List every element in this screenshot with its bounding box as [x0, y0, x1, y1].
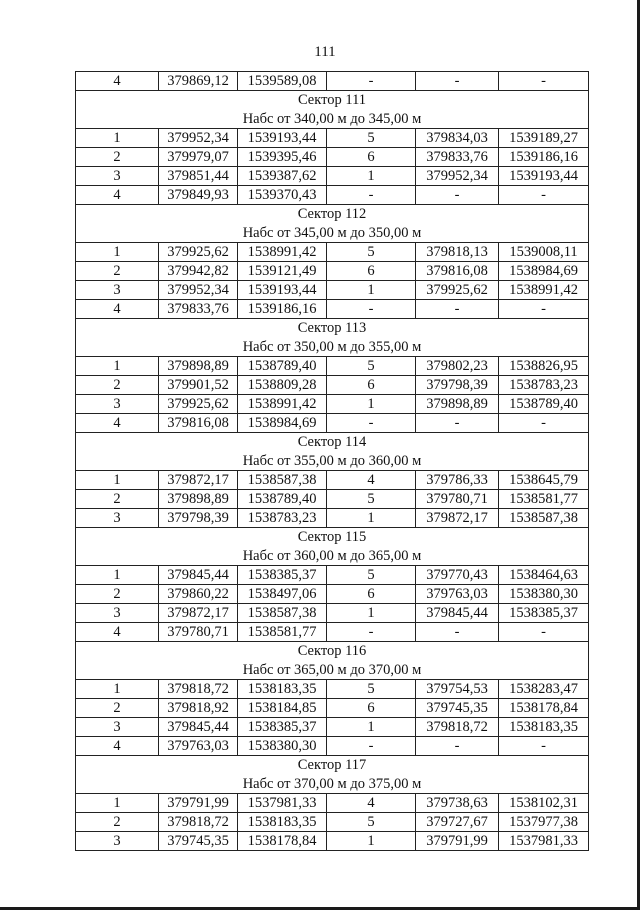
- sector-title: Сектор 116: [76, 642, 589, 662]
- table-cell: 5: [327, 243, 416, 262]
- table-cell: 1539589,08: [238, 72, 327, 91]
- table-cell: 1538581,77: [238, 623, 327, 642]
- table-cell: 1537981,33: [499, 832, 589, 851]
- table-cell: 1: [76, 357, 159, 376]
- sector-range-row: [76, 775, 589, 794]
- sector-range-row: [76, 110, 589, 129]
- table-cell: -: [499, 300, 589, 319]
- table-cell: 4: [76, 186, 159, 205]
- table-cell: 379816,08: [416, 262, 499, 281]
- sector-range-row: [76, 338, 589, 357]
- table-cell: 379860,22: [159, 585, 238, 604]
- table-row: [76, 414, 589, 433]
- table-cell: 379942,82: [159, 262, 238, 281]
- table-cell: 379833,76: [159, 300, 238, 319]
- table-cell: 379898,89: [159, 490, 238, 509]
- table-cell: -: [327, 737, 416, 756]
- table-row: [76, 490, 589, 509]
- table-cell: 379925,62: [159, 395, 238, 414]
- table-cell: 1539186,16: [238, 300, 327, 319]
- table-cell: 379798,39: [416, 376, 499, 395]
- table-cell: 1: [327, 281, 416, 300]
- table-cell: 379872,17: [416, 509, 499, 528]
- table-cell: 379851,44: [159, 167, 238, 186]
- table-row: [76, 604, 589, 623]
- table-row: [76, 794, 589, 813]
- table-cell: 3: [76, 604, 159, 623]
- table-cell: 379818,72: [159, 680, 238, 699]
- table-cell: 1538984,69: [238, 414, 327, 433]
- table-row: [76, 148, 589, 167]
- table-cell: 1538183,35: [499, 718, 589, 737]
- table-cell: 379770,43: [416, 566, 499, 585]
- table-row: [76, 167, 589, 186]
- table-cell: 4: [76, 300, 159, 319]
- table-cell: 5: [327, 680, 416, 699]
- table-cell: 1539186,16: [499, 148, 589, 167]
- table-cell: 1538102,31: [499, 794, 589, 813]
- table-row: [76, 585, 589, 604]
- table-cell: 379845,44: [159, 566, 238, 585]
- table-row: [76, 129, 589, 148]
- table-row: [76, 186, 589, 205]
- sector-range-row: [76, 224, 589, 243]
- table-cell: 379833,76: [416, 148, 499, 167]
- table-cell: 1: [327, 832, 416, 851]
- table-row: [76, 471, 589, 490]
- coordinates-table-body: [76, 72, 589, 851]
- table-cell: 1539387,62: [238, 167, 327, 186]
- table-cell: 1538581,77: [499, 490, 589, 509]
- table-cell: 1539008,11: [499, 243, 589, 262]
- sector-title: Сектор 117: [76, 756, 589, 776]
- table-cell: 1538809,28: [238, 376, 327, 395]
- table-cell: 379727,67: [416, 813, 499, 832]
- table-cell: 1538183,35: [238, 813, 327, 832]
- table-cell: -: [327, 186, 416, 205]
- table-cell: 1538283,47: [499, 680, 589, 699]
- table-cell: 379818,72: [416, 718, 499, 737]
- table-cell: 379952,34: [159, 281, 238, 300]
- table-cell: 6: [327, 585, 416, 604]
- table-cell: 3: [76, 718, 159, 737]
- table-row: [76, 566, 589, 585]
- table-cell: 1538991,42: [238, 243, 327, 262]
- table-cell: 1539121,49: [238, 262, 327, 281]
- table-cell: 379898,89: [159, 357, 238, 376]
- table-cell: 5: [327, 813, 416, 832]
- sector-title: Сектор 111: [76, 91, 589, 111]
- table-cell: 1538385,37: [238, 718, 327, 737]
- table-row: [76, 395, 589, 414]
- table-row: [76, 509, 589, 528]
- table-cell: 4: [76, 737, 159, 756]
- table-row: [76, 357, 589, 376]
- table-cell: 3: [76, 395, 159, 414]
- table-cell: 379738,63: [416, 794, 499, 813]
- table-cell: 379845,44: [416, 604, 499, 623]
- table-cell: 1539193,44: [238, 129, 327, 148]
- table-cell: -: [327, 300, 416, 319]
- table-cell: 3: [76, 832, 159, 851]
- table-row: [76, 680, 589, 699]
- table-row: [76, 281, 589, 300]
- table-cell: 1537977,38: [499, 813, 589, 832]
- table-cell: 1539189,27: [499, 129, 589, 148]
- sector-title: Сектор 114: [76, 433, 589, 453]
- table-cell: -: [416, 623, 499, 642]
- table-cell: -: [499, 414, 589, 433]
- table-cell: -: [327, 623, 416, 642]
- table-cell: 1: [76, 471, 159, 490]
- sector-title-row: [76, 642, 589, 662]
- table-row: [76, 813, 589, 832]
- table-cell: 1: [327, 395, 416, 414]
- table-cell: 3: [76, 281, 159, 300]
- table-cell: 3: [76, 509, 159, 528]
- page-number: 111: [314, 44, 336, 60]
- table-row: [76, 623, 589, 642]
- table-cell: 2: [76, 262, 159, 281]
- table-cell: 379925,62: [159, 243, 238, 262]
- table-cell: 6: [327, 376, 416, 395]
- table-cell: -: [499, 737, 589, 756]
- table-cell: 4: [327, 471, 416, 490]
- table-row: [76, 300, 589, 319]
- sector-title: Сектор 112: [76, 205, 589, 225]
- table-cell: 1539370,43: [238, 186, 327, 205]
- table-cell: -: [416, 186, 499, 205]
- sector-range: Набс от 365,00 м до 370,00 м: [76, 661, 589, 680]
- table-cell: 1538789,40: [238, 490, 327, 509]
- table-cell: 1538183,35: [238, 680, 327, 699]
- table-cell: 6: [327, 262, 416, 281]
- table-cell: -: [499, 186, 589, 205]
- table-cell: 1: [327, 718, 416, 737]
- table-cell: 379834,03: [416, 129, 499, 148]
- table-row: [76, 376, 589, 395]
- table-cell: 5: [327, 566, 416, 585]
- table-cell: 379845,44: [159, 718, 238, 737]
- table-cell: 1538783,23: [238, 509, 327, 528]
- table-cell: 379952,34: [159, 129, 238, 148]
- sector-title-row: [76, 205, 589, 225]
- table-cell: 1538184,85: [238, 699, 327, 718]
- table-cell: 1538991,42: [238, 395, 327, 414]
- table-row: [76, 699, 589, 718]
- table-cell: 1538645,79: [499, 471, 589, 490]
- coordinates-table-wrap: [75, 71, 584, 851]
- table-cell: 1538497,06: [238, 585, 327, 604]
- table-cell: 379816,08: [159, 414, 238, 433]
- table-cell: -: [416, 300, 499, 319]
- table-cell: 2: [76, 585, 159, 604]
- table-cell: 379818,13: [416, 243, 499, 262]
- table-cell: 1: [76, 794, 159, 813]
- sector-title: Сектор 113: [76, 319, 589, 339]
- table-row: [76, 832, 589, 851]
- table-cell: 2: [76, 148, 159, 167]
- table-cell: 4: [327, 794, 416, 813]
- table-cell: 1538789,40: [499, 395, 589, 414]
- table-cell: -: [416, 414, 499, 433]
- table-cell: 5: [327, 490, 416, 509]
- table-cell: 379791,99: [159, 794, 238, 813]
- table-cell: 1538587,38: [238, 471, 327, 490]
- table-row: [76, 718, 589, 737]
- table-cell: 379925,62: [416, 281, 499, 300]
- table-cell: 3: [76, 167, 159, 186]
- sector-range: Набс от 340,00 м до 345,00 м: [76, 110, 589, 129]
- sector-range: Набс от 345,00 м до 350,00 м: [76, 224, 589, 243]
- sector-title-row: [76, 433, 589, 453]
- table-cell: 1539395,46: [238, 148, 327, 167]
- table-cell: 1538385,37: [499, 604, 589, 623]
- table-cell: 379979,07: [159, 148, 238, 167]
- table-cell: 1: [76, 566, 159, 585]
- table-cell: 1539193,44: [238, 281, 327, 300]
- sector-range: Набс от 355,00 м до 360,00 м: [76, 452, 589, 471]
- sector-title: Сектор 115: [76, 528, 589, 548]
- table-cell: 5: [327, 357, 416, 376]
- table-cell: 5: [327, 129, 416, 148]
- table-cell: 1538587,38: [238, 604, 327, 623]
- table-cell: 1: [327, 167, 416, 186]
- table-cell: -: [416, 737, 499, 756]
- table-cell: 2: [76, 813, 159, 832]
- sector-title-row: [76, 91, 589, 111]
- sector-title-row: [76, 528, 589, 548]
- table-cell: 379872,17: [159, 471, 238, 490]
- table-cell: 379745,35: [159, 832, 238, 851]
- sector-range-row: [76, 452, 589, 471]
- table-cell: 4: [76, 414, 159, 433]
- table-row: [76, 72, 589, 91]
- sector-title-row: [76, 756, 589, 776]
- table-row: [76, 737, 589, 756]
- table-cell: 379869,12: [159, 72, 238, 91]
- table-cell: -: [416, 72, 499, 91]
- table-cell: 4: [76, 623, 159, 642]
- table-cell: 1538826,95: [499, 357, 589, 376]
- table-cell: 1: [327, 604, 416, 623]
- sector-range: Набс от 350,00 м до 355,00 м: [76, 338, 589, 357]
- table-cell: 1538783,23: [499, 376, 589, 395]
- table-cell: -: [327, 414, 416, 433]
- coordinates-table: [75, 71, 589, 851]
- table-cell: 379791,99: [416, 832, 499, 851]
- table-cell: 1538178,84: [499, 699, 589, 718]
- table-cell: 1538380,30: [499, 585, 589, 604]
- table-cell: 379745,35: [416, 699, 499, 718]
- table-cell: -: [499, 72, 589, 91]
- table-cell: 1538587,38: [499, 509, 589, 528]
- table-cell: 1538984,69: [499, 262, 589, 281]
- table-cell: 379802,23: [416, 357, 499, 376]
- table-cell: 4: [76, 72, 159, 91]
- table-cell: -: [327, 72, 416, 91]
- table-cell: 379780,71: [159, 623, 238, 642]
- sector-range-row: [76, 547, 589, 566]
- table-cell: 1538385,37: [238, 566, 327, 585]
- sector-range-row: [76, 661, 589, 680]
- table-cell: 1538380,30: [238, 737, 327, 756]
- sector-range: Набс от 360,00 м до 365,00 м: [76, 547, 589, 566]
- table-cell: 1538464,63: [499, 566, 589, 585]
- table-cell: 1: [76, 129, 159, 148]
- table-cell: 379872,17: [159, 604, 238, 623]
- sector-title-row: [76, 319, 589, 339]
- table-cell: 379763,03: [416, 585, 499, 604]
- table-cell: 1538789,40: [238, 357, 327, 376]
- table-cell: 1538991,42: [499, 281, 589, 300]
- table-row: [76, 243, 589, 262]
- table-cell: -: [499, 623, 589, 642]
- table-row: [76, 262, 589, 281]
- table-cell: 379754,53: [416, 680, 499, 699]
- table-cell: 1539193,44: [499, 167, 589, 186]
- table-cell: 6: [327, 699, 416, 718]
- table-cell: 1538178,84: [238, 832, 327, 851]
- table-cell: 379898,89: [416, 395, 499, 414]
- table-cell: 379952,34: [416, 167, 499, 186]
- sector-range: Набс от 370,00 м до 375,00 м: [76, 775, 589, 794]
- table-cell: 379818,72: [159, 813, 238, 832]
- table-cell: 379849,93: [159, 186, 238, 205]
- table-cell: 1: [76, 680, 159, 699]
- table-cell: 2: [76, 490, 159, 509]
- table-cell: 379780,71: [416, 490, 499, 509]
- table-cell: 2: [76, 376, 159, 395]
- table-cell: 379901,52: [159, 376, 238, 395]
- table-cell: 6: [327, 148, 416, 167]
- table-cell: 379763,03: [159, 737, 238, 756]
- table-cell: 2: [76, 699, 159, 718]
- table-cell: 379818,92: [159, 699, 238, 718]
- table-cell: 379786,33: [416, 471, 499, 490]
- table-cell: 379798,39: [159, 509, 238, 528]
- table-cell: 1: [327, 509, 416, 528]
- table-cell: 1537981,33: [238, 794, 327, 813]
- table-cell: 1: [76, 243, 159, 262]
